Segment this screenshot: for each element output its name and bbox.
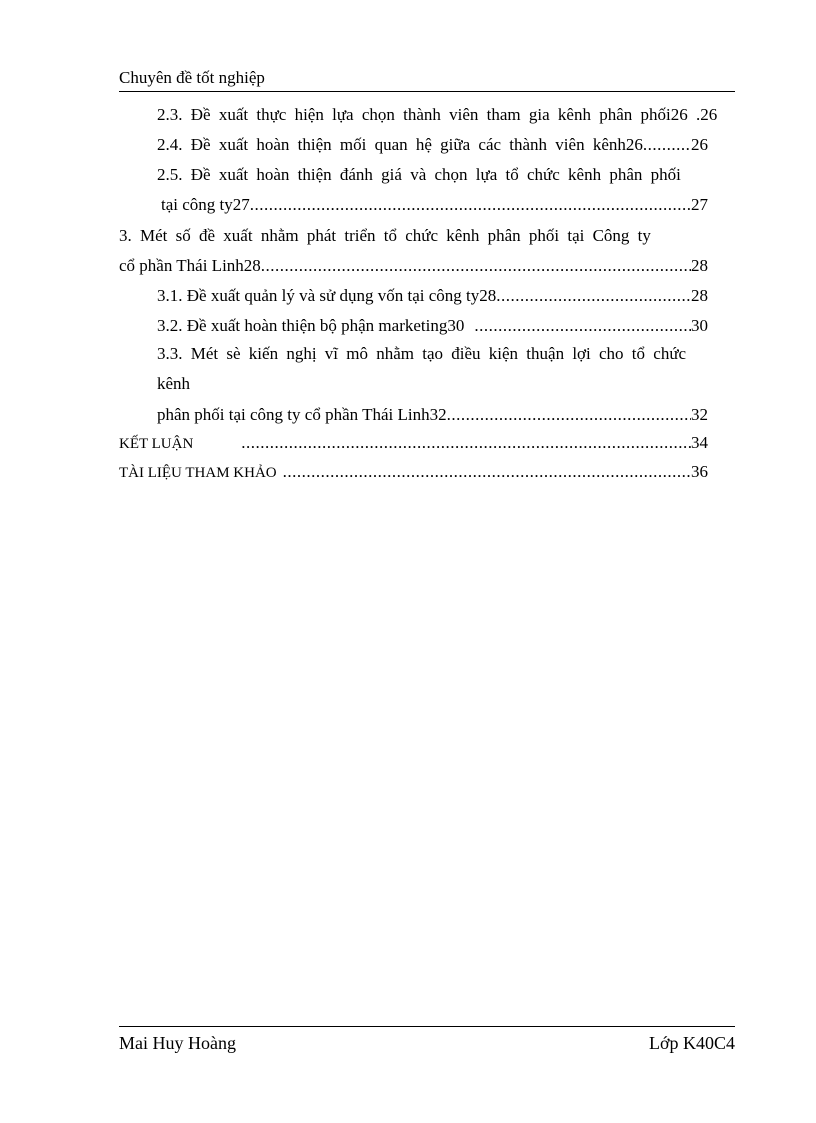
- toc-entry-page: 26: [700, 105, 718, 124]
- toc-entry-text: TÀI LIỆU THAM KHẢO: [119, 465, 277, 481]
- toc-entry-page: 36: [691, 462, 708, 481]
- toc-entry-page: 27: [691, 195, 708, 214]
- toc-entry-text: 2.4. Đề xuất hoàn thiện mối quan hệ giữa các thành viên kênh26: [157, 135, 643, 154]
- header-rule: [119, 91, 735, 92]
- toc-entry-page: 30: [691, 316, 708, 335]
- toc-entry-leader: [643, 133, 691, 157]
- toc-entry-text: 3.2. Đề xuất hoàn thiện bộ phận marketing30: [157, 316, 465, 335]
- toc-entry-leader: .: [687, 105, 701, 124]
- toc-entry-page: 28: [691, 256, 708, 275]
- toc-entry-3-3-line2: kênh: [157, 374, 191, 393]
- toc-entry-3-1: [157, 284, 708, 308]
- toc-entry-leader: [250, 193, 691, 217]
- toc-entry-tai-lieu: [119, 460, 708, 484]
- toc-entry-leader: [496, 284, 691, 308]
- toc-entry-3-3-line1: 3.3. Mét sè kiến nghị vĩ mô nhằm tạo điều kiện thuận lợi cho tổ chức: [157, 344, 687, 363]
- toc-entry-page: 26: [691, 135, 708, 154]
- footer-rule: [119, 1026, 735, 1027]
- toc-entry-text: phân phối tại công ty cổ phần Thái Linh32: [157, 405, 447, 424]
- toc-entry-3-line1: 3. Mét số đề xuất nhằm phát triển tổ chức kênh phân phối tại Công ty: [119, 226, 651, 245]
- page-header: Chuyên đề tốt nghiệp: [119, 68, 265, 87]
- toc-entry-2-4: [157, 133, 708, 157]
- toc-entry-ket-luan: [119, 431, 708, 455]
- toc-entry-page: 28: [691, 286, 708, 305]
- toc-entry-text: cổ phần Thái Linh28: [119, 256, 261, 275]
- toc-entry-text: 3.1. Đề xuất quản lý và sử dụng vốn tại công ty28: [157, 286, 497, 305]
- toc-entry-leader: [447, 403, 691, 427]
- toc-entry-text: tại công ty27: [161, 195, 250, 214]
- footer-class: Lớp K40C4: [648, 1033, 735, 1053]
- toc-entry-page: 32: [691, 405, 708, 424]
- toc-entry-leader: [261, 254, 691, 278]
- toc-entry-text: 2.3. Đề xuất thực hiện lựa chọn thành viên tham gia kênh phân phối26: [157, 105, 688, 124]
- toc-entry-text: KẾT LUẬN: [119, 436, 194, 452]
- toc-entry-2-5-line1: 2.5. Đề xuất hoàn thiện đánh giá và chọn lựa tổ chức kênh phân phối: [157, 165, 681, 184]
- toc-entry-3-3-line3: [157, 403, 708, 427]
- toc-entry-leader: [241, 431, 691, 455]
- toc-entry-2-3: [157, 103, 717, 127]
- toc-entry-3-line2: [119, 254, 708, 278]
- toc-entry-leader: [283, 460, 691, 484]
- footer-author: Mai Huy Hoàng: [119, 1033, 236, 1053]
- toc-entry-page: 34: [691, 433, 708, 452]
- toc-entry-3-2: [157, 314, 708, 338]
- toc-entry-leader: [474, 314, 691, 338]
- toc-entry-2-5-line2: [161, 193, 708, 217]
